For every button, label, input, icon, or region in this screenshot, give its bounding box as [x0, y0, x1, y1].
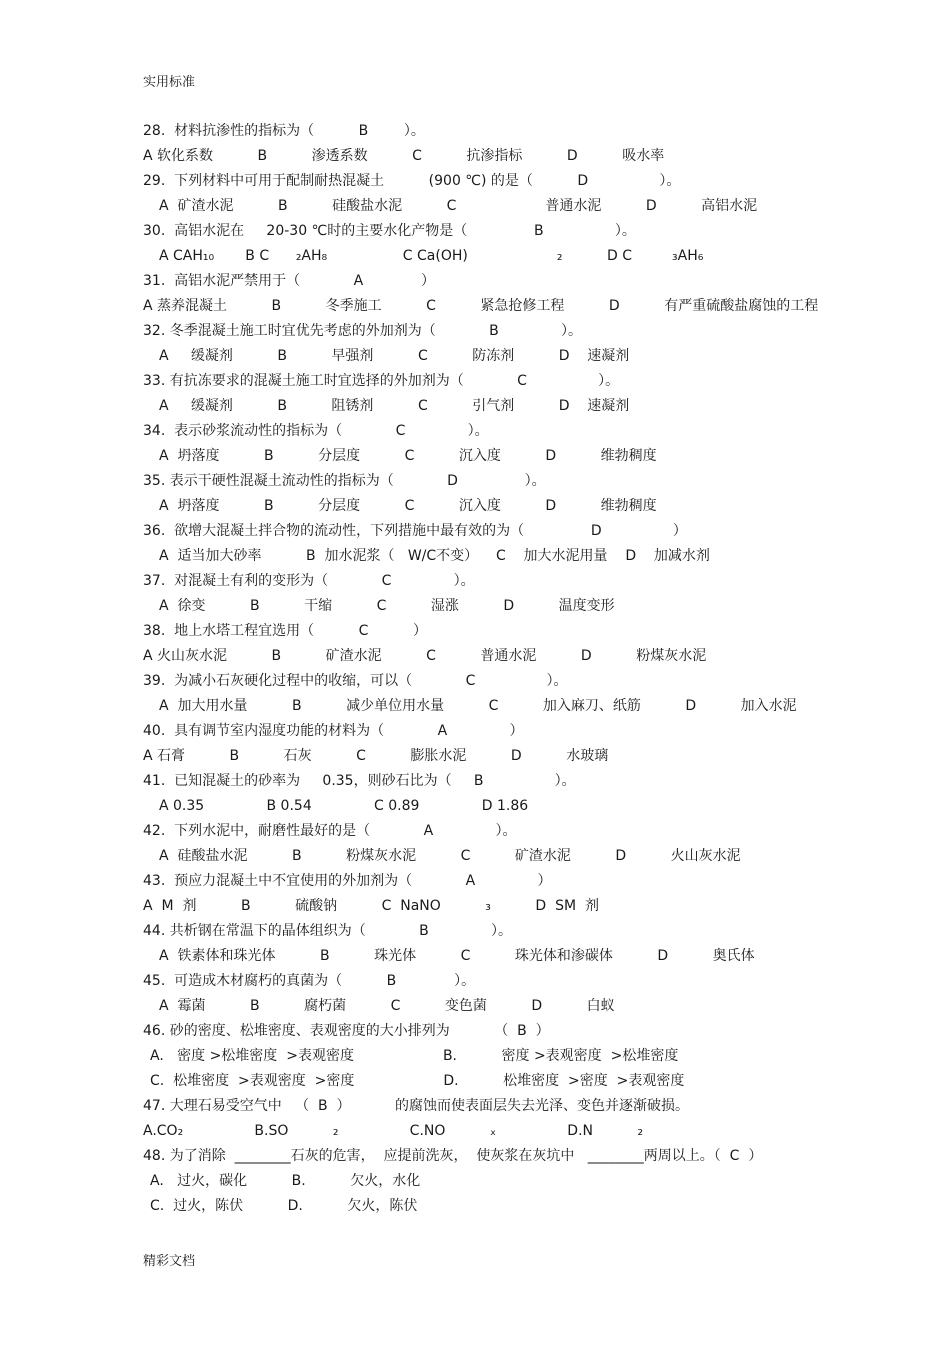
text-line: 46. 砂的密度、松堆密度、表观密度的大小排列为 （ B ） [143, 1023, 550, 1039]
text-line: 42. 下列水泥中，耐磨性最好的是（ A ）。 [143, 823, 517, 839]
text-line: 33. 有抗冻要求的混凝土施工时宜选择的外加剂为（ C ）。 [143, 373, 620, 389]
text-line: 34. 表示砂浆流动性的指标为（ C ）。 [143, 423, 489, 439]
text-line: A 火山灰水泥 B 矿渣水泥 C 普通水泥 D 粉煤灰水泥 [143, 648, 707, 664]
text-line: 43. 预应力混凝土中不宜使用的外加剂为（ A ） [143, 873, 552, 889]
text-line: A.CO₂ B.SO ₂ C.NO ₓ D.N ₂ [143, 1123, 644, 1139]
text-line: 32. 冬季混凝土施工时宜优先考虑的外加剂为（ B ）。 [143, 323, 583, 339]
text-line: A 缓凝剂 B 阻锈剂 C 引气剂 D 速凝剂 [159, 398, 630, 414]
text-line: C. 过火，陈伏 D. 欠火，陈伏 [150, 1198, 418, 1214]
text-line: A 适当加大砂率 B 加水泥浆（ W/C不变） C 加大水泥用量 D 加减水剂 [159, 548, 710, 564]
text-line: 29. 下列材料中可用于配制耐热混凝土 (900 ℃) 的是（ D ）。 [143, 173, 681, 189]
text-line: C. 松堆密度 >表观密度 >密度 D. 松堆密度 >密度 >表观密度 [150, 1073, 685, 1089]
text-line: A. 过火，碳化 B. 欠火，水化 [150, 1173, 421, 1189]
text-line: A 矿渣水泥 B 硅酸盐水泥 C 普通水泥 D 高铝水泥 [159, 198, 758, 214]
text-line: 28. 材料抗渗性的指标为（ B ）。 [143, 123, 425, 139]
text-line: 40. 具有调节室内湿度功能的材料为（ A ） [143, 723, 524, 739]
page-footer: 精彩文档 [143, 1254, 196, 1269]
text-line: A 铁素体和珠光体 B 珠光体 C 珠光体和渗碳体 D 奥氏体 [159, 948, 755, 964]
text-line: A M 剂 B 硫酸钠 C NaNO ₃ D SM 剂 [143, 898, 599, 914]
text-line: 36. 欲增大混凝土拌合物的流动性，下列措施中最有效的为（ D ） [143, 523, 687, 539]
text-line: A 石膏 B 石灰 C 膨胀水泥 D 水玻璃 [143, 748, 609, 764]
text-line: 38. 地上水塔工程宜选用（ C ） [143, 623, 427, 639]
text-line: A. 密度 >松堆密度 >表观密度 B. 密度 >表观密度 >松堆密度 [150, 1048, 679, 1064]
text-line: A 坍落度 B 分层度 C 沉入度 D 维勃稠度 [159, 448, 657, 464]
text-line: 39. 为减小石灰硬化过程中的收缩，可以（ C ）。 [143, 673, 568, 689]
text-line: A 硅酸盐水泥 B 粉煤灰水泥 C 矿渣水泥 D 火山灰水泥 [159, 848, 741, 864]
text-line: A 0.35 B 0.54 C 0.89 D 1.86 [159, 798, 529, 814]
page-header: 实用标准 [143, 75, 196, 90]
text-line: A 霉菌 B 腐朽菌 C 变色菌 D 白蚁 [159, 998, 615, 1014]
text-line: 31. 高铝水泥严禁用于（ A ） [143, 273, 435, 289]
text-line: 30. 高铝水泥在 20-30 ℃时的主要水化产物是（ B ）。 [143, 223, 636, 239]
text-line: A 软化系数 B 渗透系数 C 抗渗指标 D 吸水率 [143, 148, 665, 164]
text-line: 41. 已知混凝土的砂率为 0.35，则砂石比为（ B ）。 [143, 773, 576, 789]
text-line: 37. 对混凝土有利的变形为（ C ）。 [143, 573, 475, 589]
text-line: 35. 表示干硬性混凝土流动性的指标为（ D ）。 [143, 473, 546, 489]
text-line: A 缓凝剂 B 早强剂 C 防冻剂 D 速凝剂 [159, 348, 630, 364]
text-line: A 加大用水量 B 减少单位用水量 C 加入麻刀、纸筋 D 加入水泥 [159, 698, 797, 714]
text-line: 47. 大理石易受空气中 （ B ） 的腐蚀而使表面层失去光泽、变色并逐渐破损。 [143, 1098, 689, 1114]
text-line: 48. 为了消除 ________石灰的危害， 应提前洗灰， 使灰浆在灰坑中 ________两周以上。（ C ） [143, 1148, 763, 1164]
text-line: 45. 可造成木材腐朽的真菌为（ B ）。 [143, 973, 476, 989]
text-line: A 徐变 B 干缩 C 湿涨 D 温度变形 [159, 598, 615, 614]
text-line: 44. 共析钢在常温下的晶体组织为（ B ）。 [143, 923, 513, 939]
text-line: A 坍落度 B 分层度 C 沉入度 D 维勃稠度 [159, 498, 657, 514]
text-line: A CAH₁₀ B C ₂AH₈ C Ca(OH) ₂ D C ₃AH₆ [159, 248, 704, 264]
text-line: A 蒸养混凝土 B 冬季施工 C 紧急抢修工程 D 有严重硫酸盐腐蚀的工程 [143, 298, 819, 314]
